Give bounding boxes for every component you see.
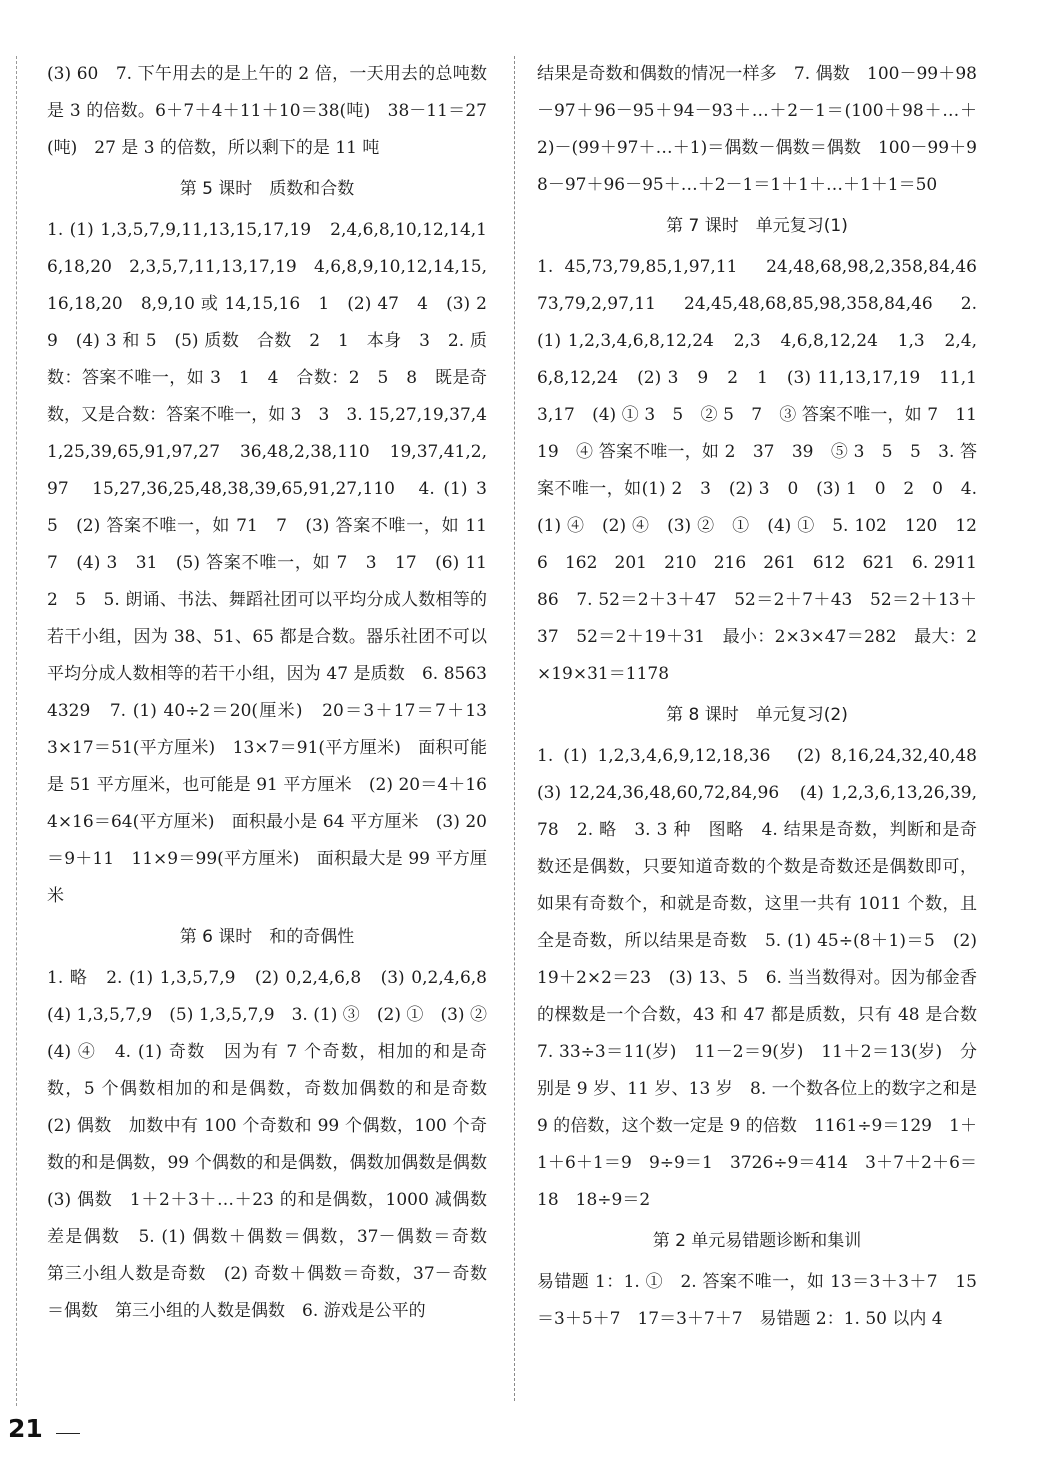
left-column (47, 56, 504, 1330)
page-number-rule (56, 1433, 80, 1434)
section-heading-lesson-5: 第 5 课时 质数和合数 (179, 179, 355, 199)
section-heading-lesson-6: 第 6 课时 和的奇偶性 (179, 927, 355, 947)
lesson-7-answers: 1. 45,73,79,85,1,97,11 24,48,68,98,2,358,84,46 73,79,2,97,11 24,45,48,68,85,98,358,84,46 2. (1) 1,2,3,4,6,8,12,24 2,3 4,6,8,12,24 1,3 2,4,6,8,12,24 (2) 3 9 2 1 (3) 11,13,17,19 11,13,17 (4) ① 3 5 ② 5 7 ③ 答案不唯一，如 7 11 19 ④ 答案不唯一，如 2 37 39 ⑤ 3 5 5 3. 答案不唯一，如(1) 2 3 (2) 3 0 (3) 1 0 2 0 4. (1) ④ (2) ④ (3) ② ① (4) ① 5. 102 120 126 162 201 210 216 261 612 621 6. 291186 7. 52＝2＋3＋47 52＝2＋7＋43 52＝2＋13＋37 52＝2＋19＋31 最小：2×3×47＝282 最大：2×19×31＝1178 (537, 257, 994, 684)
lesson-6-answers: 1. 略 2. (1) 1,3,5,7,9 (2) 0,2,4,6,8 (3) 0,2,4,6,8 (4) 1,3,5,7,9 (5) 1,3,5,7,9 3. (1) ③ (2) ① (3) ② (4) ④ 4. (1) 奇数 因为有 7 个奇数，相加的和是奇数，5 个偶数相加的和是偶数，奇数加偶数的和是奇数 (2) 偶数 加数中有 100 个奇数和 99 个偶数，100 个奇数的和是偶数，99 个偶数的和是偶数，偶数加偶数是偶数 (3) 偶数 1＋2＋3＋…＋23 的和是偶数，1000 减偶数差是偶数 5. (1) 偶数＋偶数＝偶数，37－偶数＝奇数 第三小组人数是奇数 (2) 奇数＋偶数＝奇数，37－奇数＝偶数 第三小组的人数是偶数 6. 游戏是公平的 (47, 968, 504, 1321)
lesson-5-answers: 1. (1) 1,3,5,7,9,11,13,15,17,19 2,4,6,8,10,12,14,16,18,20 2,3,5,7,11,13,17,19 4,6,8,9,10,12,14,15,16,18,20 8,9,10 或 14,15,16 1 (2) 47 4 (3) 2 9 (4) 3 和 5 (5) 质数 合数 2 1 本身 3 2. 质数：答案不唯一，如 3 1 4 合数：2 5 8 既是奇数，又是合数：答案不唯一，如 3 3 3. 15,27,19,37,41,25,39,65,91,97,27 36,48,2,38,110 19,37,41,2,97 15,27,36,25,48,38,39,65,91,27,110 4. (1) 3 5 (2) 答案不唯一，如 71 7 (3) 答案不唯一，如 11 7 (4) 3 31 (5) 答案不唯一，如 7 3 17 (6) 11 2 5 5. 朗诵、书法、舞蹈社团可以平均分成人数相等的若干小组，因为 38、51、65 都是合数。器乐社团不可以平均分成人数相等的若干小组，因为 47 是质数 6. 85634329 7. (1) 40÷2＝20(厘米) 20＝3＋17＝7＋13 3×17＝51(平方厘米) 13×7＝91(平方厘米) 面积可能是 51 平方厘米，也可能是 91 平方厘米 (2) 20＝4＋16 4×16＝64(平方厘米) 面积最小是 64 平方厘米 (3) 20＝9＋11 11×9＝99(平方厘米) 面积最大是 99 平方厘米 (47, 220, 504, 906)
binding-margin-rule (16, 56, 17, 1406)
continued-answer-paragraph: 结果是奇数和偶数的情况一样多 7. 偶数 100－99＋98－97＋96－95＋94－93＋…＋2－1＝(100＋98＋…＋2)－(99＋97＋…＋1)＝偶数－偶数＝偶数 100－99＋98－97＋96－95＋…＋2－1＝1＋1＋…＋1＋1＝50 (537, 64, 977, 195)
section-heading-lesson-7: 第 7 课时 单元复习(1) (666, 216, 848, 236)
page-number: 21 (8, 1414, 43, 1443)
section-heading-lesson-8: 第 8 课时 单元复习(2) (666, 705, 848, 725)
column-divider (514, 56, 515, 1401)
section-heading-unit-2-errors: 第 2 单元易错题诊断和集训 (652, 1231, 862, 1251)
continued-answer-paragraph: (3) 60 7. 下午用去的是上午的 2 倍，一天用去的总吨数是 3 的倍数。6＋7＋4＋11＋10＝38(吨) 38－11＝27(吨) 27 是 3 的倍数，所以剩下的是 11 吨 (47, 64, 487, 158)
lesson-8-answers: 1. (1) 1,2,3,4,6,9,12,18,36 (2) 8,16,24,32,40,48 (3) 12,24,36,48,60,72,84,96 (4) 1,2,3,6,13,26,39,78 2. 略 3. 3 种 图略 4. 结果是奇数，判断和是奇数还是偶数，只要知道奇数的个数是奇数还是偶数即可，如果有奇数个，和就是奇数，这里一共有 1011 个数，且全是奇数，所以结果是奇数 5. (1) 45÷(8＋1)＝5 (2) 19＋2×2＝23 (3) 13、5 6. 当当数得对。因为郁金香的棵数是一个合数，43 和 47 都是质数，只有 48 是合数 7. 33÷3＝11(岁) 11－2＝9(岁) 11＋2＝13(岁) 分别是 9 岁、11 岁、13 岁 8. 一个数各位上的数字之和是 9 的倍数，这个数一定是 9 的倍数 1161÷9＝129 1＋1＋6＋1＝9 9÷9＝1 3726÷9＝414 3＋7＋2＋6＝18 18÷9＝2 (537, 746, 994, 1210)
right-column (537, 56, 994, 1338)
unit-2-error-answers: 易错题 1：1. ① 2. 答案不唯一，如 13＝3＋3＋7 15＝3＋5＋7 17＝3＋7＋7 易错题 2：1. 50 以内 4 (537, 1272, 977, 1329)
